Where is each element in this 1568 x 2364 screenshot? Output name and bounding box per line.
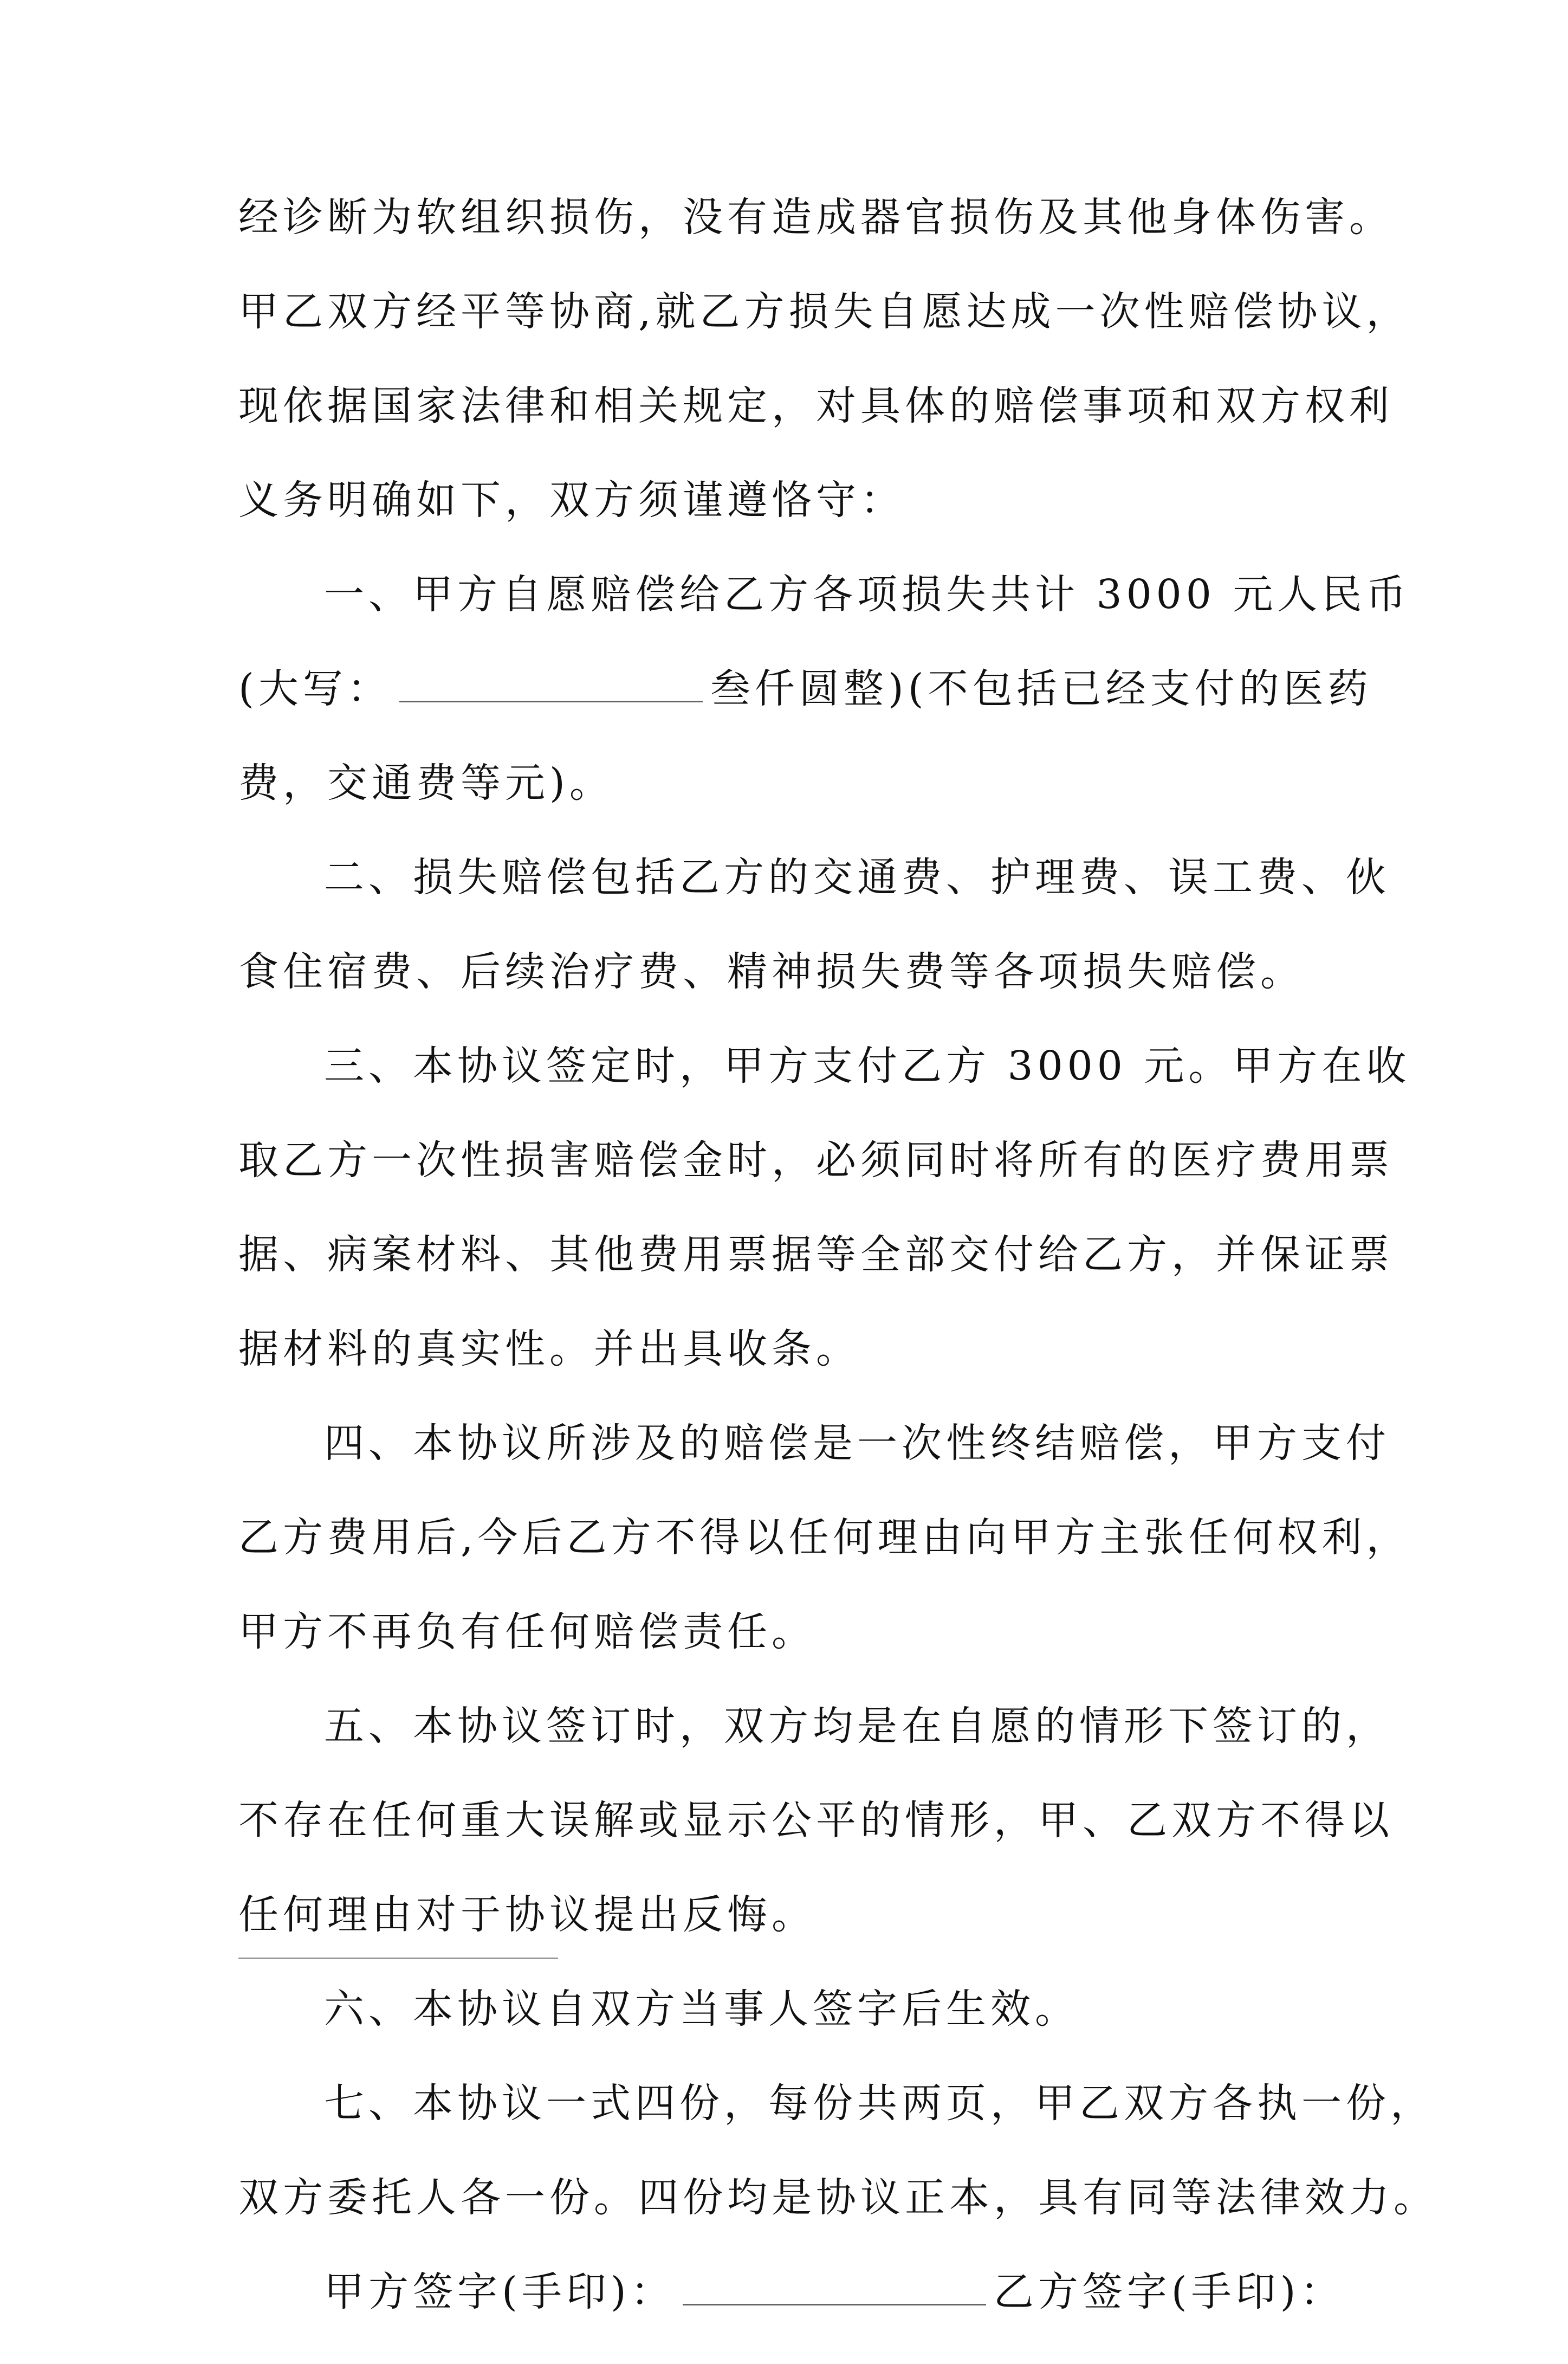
text-line: 经诊断为软组织损伤，没有造成器官损伤及其他身体伤害。 bbox=[238, 194, 1394, 241]
text-line: 义务明确如下，双方须谨遵恪守： bbox=[238, 477, 905, 524]
clause-2-line: 二、损失赔偿包括乙方的交通费、护理费、误工费、伙 bbox=[324, 854, 1390, 901]
clause-4-line: 乙方费用后,今后乙方不得以任何理由向甲方主张任何权利， bbox=[238, 1514, 1411, 1561]
amount-in-words-blank bbox=[399, 668, 703, 702]
clause-7-line: 双方委托人各一份。四份均是协议正本，具有同等法律效力。 bbox=[238, 2174, 1438, 2221]
clause-1-continuation: 叁仟圆整)(不包括已经支付的医药 bbox=[710, 666, 1372, 712]
party-a-signature-blank bbox=[683, 2271, 986, 2305]
clause-4-line: 四、本协议所涉及的赔偿是一次性终结赔偿，甲方支付 bbox=[324, 1420, 1390, 1467]
clause-3-line: 取乙方一次性损害赔偿金时，必须同时将所有的医疗费用票 bbox=[238, 1137, 1394, 1184]
footnote-separator bbox=[238, 1958, 558, 1959]
clause-7-line: 七、本协议一式四份，每份共两页，甲乙双方各执一份， bbox=[324, 2080, 1435, 2127]
clause-3-line: 三、本协议签定时，甲方支付乙方 3000 元。甲方在收 bbox=[324, 1043, 1411, 1089]
clause-1-amount-line bbox=[238, 667, 1387, 711]
text-line: 现依据国家法律和相关规定，对具体的赔偿事项和双方权利 bbox=[238, 383, 1394, 429]
clause-2-line: 食住宿费、后续治疗费、精神损失费等各项损失赔偿。 bbox=[238, 948, 1305, 995]
party-b-signature-label: 乙方签字(手印)： bbox=[993, 2269, 1345, 2315]
clause-4-line: 甲方不再负有任何赔偿责任。 bbox=[238, 1609, 816, 1655]
clause-6-line: 六、本协议自双方当事人签字后生效。 bbox=[324, 1986, 1079, 2032]
clause-3-line: 据、病案材料、其他费用票据等全部交付给乙方，并保证票 bbox=[238, 1231, 1394, 1278]
signature-line bbox=[238, 2270, 1387, 2314]
clause-5-line: 不存在任何重大误解或显示公平的情形，甲、乙双方不得以 bbox=[238, 1797, 1394, 1844]
clause-5-line: 五、本协议签订时，双方均是在自愿的情形下签订的， bbox=[324, 1703, 1390, 1749]
party-a-signature-label: 甲方签字(手印)： bbox=[324, 2269, 675, 2315]
clause-1-end: 费，交通费等元)。 bbox=[238, 760, 614, 806]
agreement-body bbox=[238, 194, 1438, 2364]
clause-5-line: 任何理由对于协议提出反悔。 bbox=[238, 1891, 816, 1938]
amount-in-words-label: (大写： bbox=[238, 666, 392, 712]
text-line: 甲乙双方经平等协商,就乙方损失自愿达成一次性赔偿协议， bbox=[238, 288, 1411, 335]
clause-1-line: 一、甲方自愿赔偿给乙方各项损失共计 3000 元人民币 bbox=[324, 571, 1411, 618]
clause-3-line: 据材料的真实性。并出具收条。 bbox=[238, 1326, 860, 1372]
